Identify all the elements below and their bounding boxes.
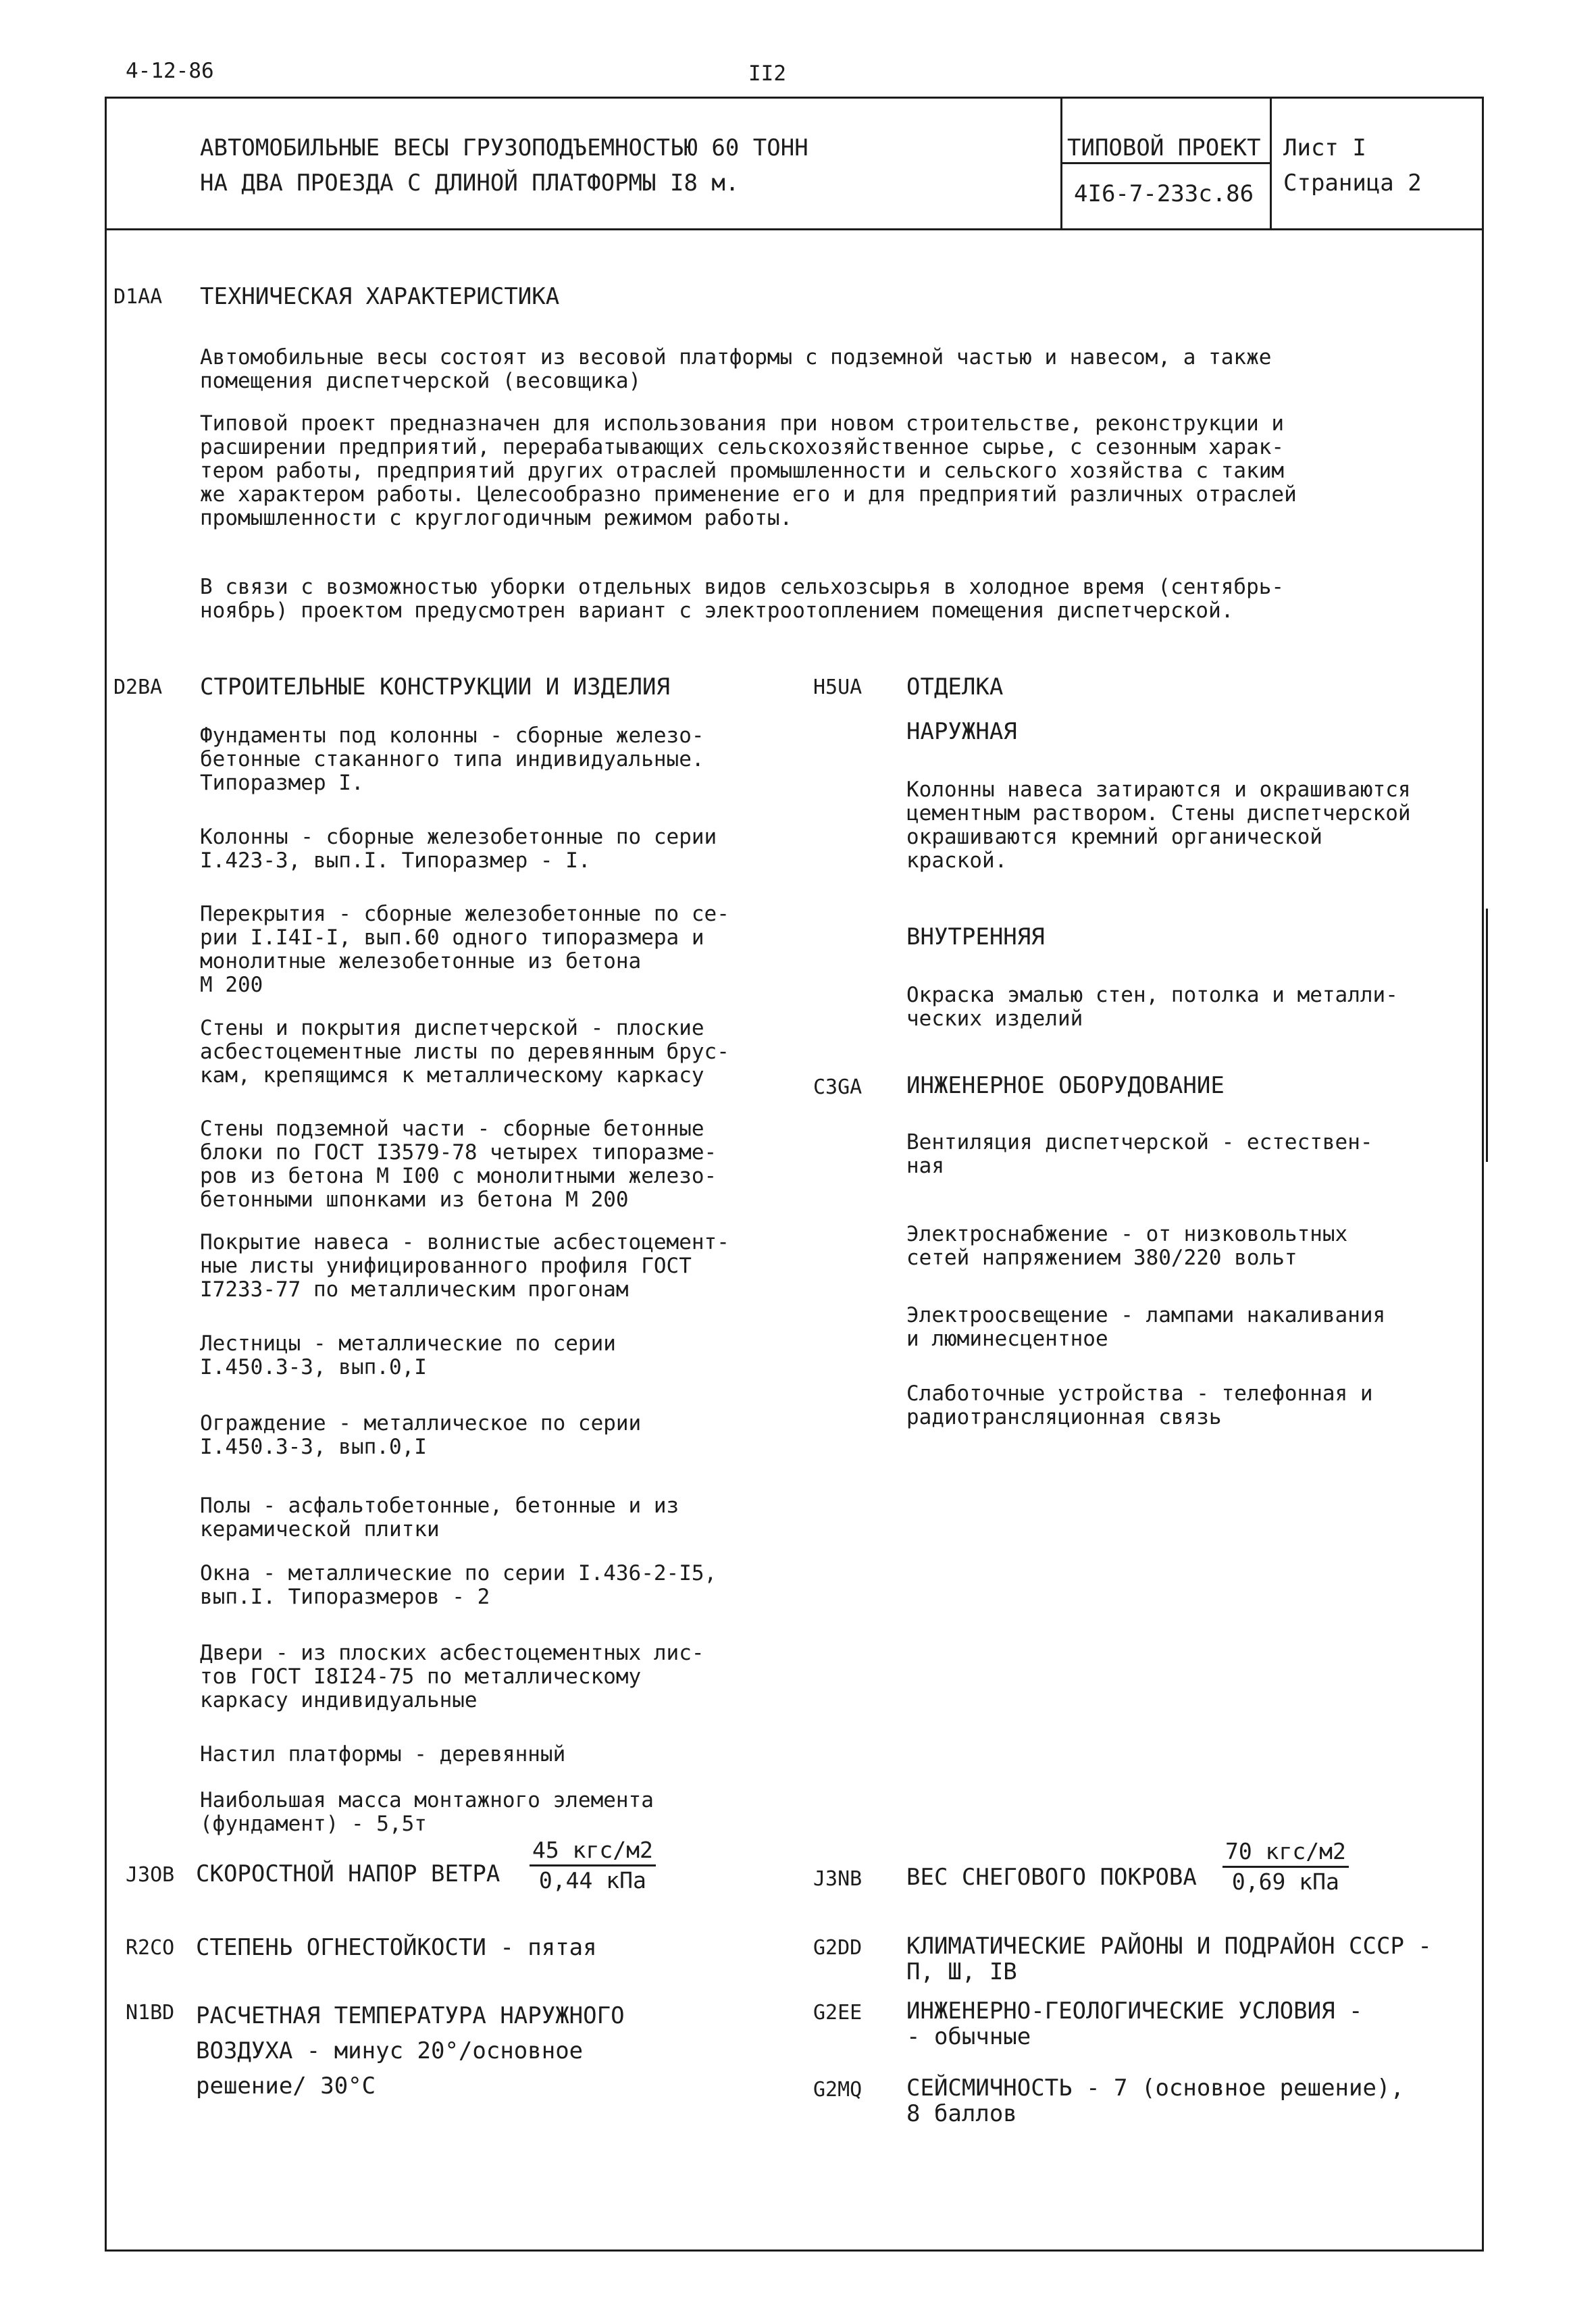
finishing-interior-text: Окраска эмалью стен, потолка и металли- ческих изделий <box>906 983 1398 1031</box>
construction-item: Наибольшая масса монтажного элемента (фундамент) - 5,5т <box>200 1788 654 1836</box>
wind-pressure-kgf: 45 кгс/м2 <box>530 1837 656 1866</box>
engineering-item: Слаботочные устройства - телефонная и радиотрансляционная связь <box>906 1381 1373 1429</box>
wind-pressure-label: СКОРОСТНОЙ НАПОР ВЕТРА <box>196 1860 500 1887</box>
section-code: D2BA <box>113 676 163 699</box>
section-code: J3OB <box>126 1863 175 1887</box>
section-heading-constructions: СТРОИТЕЛЬНЫЕ КОНСТРУКЦИИ И ИЗДЕЛИЯ <box>200 673 670 701</box>
tech-paragraph: Типовой проект предназначен для использования при новом строительстве, реконструкции и расширении предприятий, перерабатывающих сельскохозяйственное сырье, с сезонным харак- тером работы, предприятий других отраслей промышленности и сельского хозяйства с таким же характером работы. Целесообразно применение его и для предприятий различных отраслей промышленности с круглогодичным режимом работы. <box>200 411 1297 530</box>
title-block-separator <box>1270 97 1272 230</box>
construction-item: Стены подземной части - сборные бетонные блоки по ГОСТ I3579-78 четырех типоразме- ров из бетона М I00 с монолитными железо- бетонными шпонками из бетона М 200 <box>200 1117 717 1212</box>
section-code: G2DD <box>813 1936 863 1960</box>
project-label: ТИПОВОЙ ПРОЕКТ <box>1067 134 1261 161</box>
section-heading-engineering: ИНЖЕНЕРНОЕ ОБОРУДОВАНИЕ <box>906 1072 1225 1099</box>
finishing-exterior-text: Колонны навеса затираются и окрашиваются цементным раствором. Стены диспетчерской окрашиваются кремний органической краской. <box>906 778 1411 873</box>
section-code: R2CO <box>126 1936 175 1960</box>
snow-load-kgf: 70 кгс/м2 <box>1222 1839 1349 1868</box>
climate-regions: КЛИМАТИЧЕСКИЕ РАЙОНЫ И ПОДРАЙОН СССР - П, Ш, IВ <box>906 1933 1432 1985</box>
margin-mark <box>1486 909 1488 1162</box>
section-heading-finishing: ОТДЕЛКА <box>906 673 1004 701</box>
tech-paragraph: В связи с возможностью уборки отдельных видов сельхозсырья в холодное время (сентябрь- ноябрь) проектом предусмотрен вариант с электроотоплением помещения диспетчерской. <box>200 575 1285 623</box>
section-code: D1AA <box>113 285 163 309</box>
project-cell-divider <box>1060 162 1270 164</box>
construction-item: Колонны - сборные железобетонные по серии I.423-3, вып.I. Типоразмер - I. <box>200 825 717 873</box>
construction-item: Перекрытия - сборные железобетонные по се- рии I.I4I-I, вып.60 одного типоразмера и монолитные железобетонные из бетона М 200 <box>200 902 729 997</box>
engineering-item: Вентиляция диспетчерской - естествен- ная <box>906 1130 1373 1178</box>
construction-item: Лестницы - металлические по серии I.450.3-3, вып.0,I <box>200 1331 616 1379</box>
construction-item: Фундаменты под колонны - сборные железо- бетонные стаканного типа индивидуальные. Типоразмер I. <box>200 723 704 795</box>
construction-item: Стены и покрытия диспетчерской - плоские асбестоцементные листы по деревянным брус- кам, крепящимся к металлическому каркасу <box>200 1016 729 1088</box>
wind-pressure-value <box>530 1837 656 1893</box>
construction-item: Покрытие навеса - волнистые асбестоцемент- ные листы унифицированного профиля ГОСТ I7233-77 по металлическим прогонам <box>200 1230 729 1302</box>
tech-paragraph: Автомобильные весы состоят из весовой платформы с подземной частью и навесом, а также помещения диспетчерской (весовщика) <box>200 345 1272 393</box>
title-block-divider <box>105 228 1484 230</box>
section-code: N1BD <box>126 2001 175 2025</box>
project-number: 4I6-7-233с.86 <box>1074 180 1254 207</box>
snow-load-label: ВЕС СНЕГОВОГО ПОКРОВА <box>906 1864 1197 1891</box>
construction-item: Настил платформы - деревянный <box>200 1742 566 1766</box>
subheading-interior: ВНУТРЕННЯЯ <box>906 923 1045 950</box>
document-title-line2: НА ДВА ПРОЕЗДА С ДЛИНОЙ ПЛАТФОРМЫ I8 м. <box>200 170 740 197</box>
construction-item: Окна - металлические по серии I.436-2-I5, вып.I. Типоразмеров - 2 <box>200 1561 717 1609</box>
seismicity: СЕЙСМИЧНОСТЬ - 7 (основное решение), 8 баллов <box>906 2075 1404 2127</box>
section-code: G2EE <box>813 2001 863 2025</box>
section-code: H5UA <box>813 676 863 699</box>
engineering-item: Электроосвещение - лампами накаливания и люминесцентное <box>906 1303 1386 1351</box>
wind-pressure-kpa: 0,44 кПа <box>538 1867 646 1893</box>
document-title-line1: АВТОМОБИЛЬНЫЕ ВЕСЫ ГРУЗОПОДЪЕМНОСТЬЮ 60 ТОНН <box>200 134 808 161</box>
page-label: Страница 2 <box>1283 170 1422 197</box>
section-heading-tech: ТЕХНИЧЕСКАЯ ХАРАКТЕРИСТИКА <box>200 283 560 310</box>
geological-conditions: ИНЖЕНЕРНО-ГЕОЛОГИЧЕСКИЕ УСЛОВИЯ - - обычные <box>906 1998 1363 2050</box>
fire-resistance: СТЕПЕНЬ ОГНЕСТОЙКОСТИ - пятая <box>196 1934 597 1961</box>
snow-load-value <box>1222 1839 1349 1895</box>
document-date: 4-12-86 <box>126 59 214 83</box>
construction-item: Ограждение - металлическое по серии I.450.3-3, вып.0,I <box>200 1411 642 1459</box>
outdoor-temperature: РАСЧЕТНАЯ ТЕМПЕРАТУРА НАРУЖНОГО ВОЗДУХА - минус 20°/основное решение/ 30°С <box>196 2002 625 2100</box>
construction-item: Двери - из плоских асбестоцементных лис- тов ГОСТ I8I24-75 по металлическому каркасу индивидуальные <box>200 1641 704 1712</box>
section-code: J3NB <box>813 1867 863 1891</box>
construction-item: Полы - асфальтобетонные, бетонные и из керамической плитки <box>200 1494 679 1542</box>
snow-load-kpa: 0,69 кПа <box>1231 1869 1339 1895</box>
subheading-exterior: НАРУЖНАЯ <box>906 718 1017 745</box>
section-code: G2MQ <box>813 2078 863 2102</box>
engineering-item: Электроснабжение - от низковольтных сетей напряжением 380/220 вольт <box>906 1222 1348 1270</box>
sheet-label: Лист I <box>1283 134 1366 161</box>
page-number: II2 <box>748 61 786 86</box>
section-code: C3GA <box>813 1075 863 1099</box>
